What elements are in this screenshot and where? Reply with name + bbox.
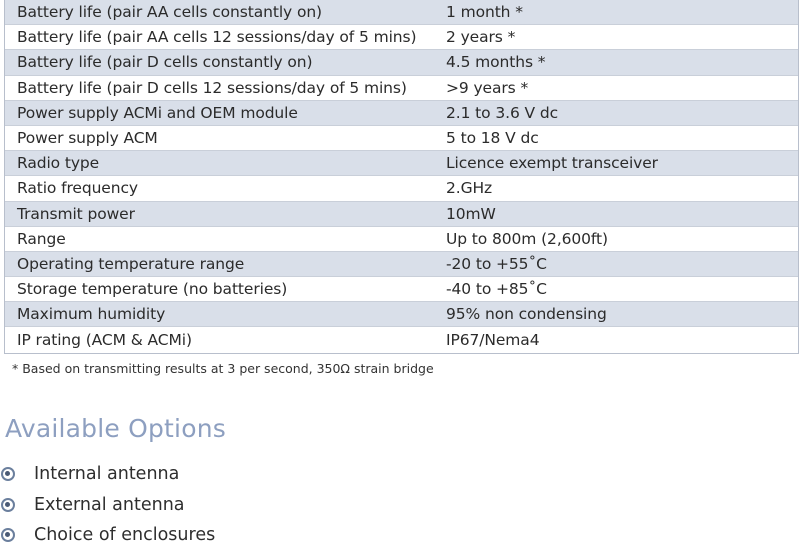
row-label: Operating temperature range — [17, 254, 245, 273]
table-row — [5, 101, 798, 126]
list-item — [0, 490, 400, 521]
row-value: -20 to +55˚C — [446, 254, 547, 273]
radio-bullet-icon — [1, 467, 15, 481]
table-row — [5, 277, 798, 302]
list-item — [0, 520, 400, 551]
options-list — [0, 459, 400, 551]
option-label: External antenna — [34, 494, 185, 515]
option-label: Internal antenna — [34, 464, 180, 485]
row-label: Storage temperature (no batteries) — [17, 280, 288, 299]
row-label: Battery life (pair D cells constantly on) — [17, 53, 313, 72]
row-label: Range — [17, 229, 66, 248]
table-row — [5, 252, 798, 277]
row-value: 5 to 18 V dc — [446, 129, 539, 148]
row-value: IP67/Nema4 — [446, 331, 540, 350]
table-row — [5, 0, 798, 25]
row-value: 2 years * — [446, 28, 516, 47]
options-heading: Available Options — [5, 414, 226, 443]
row-value: 4.5 months * — [446, 53, 546, 72]
table-row — [5, 126, 798, 151]
radio-bullet-icon — [1, 498, 15, 512]
footnote: * Based on transmitting results at 3 per second, 350Ω strain bridge — [12, 361, 434, 376]
list-item — [0, 459, 400, 490]
table-row — [5, 327, 798, 352]
table-row — [5, 76, 798, 101]
row-label: IP rating (ACM & ACMi) — [17, 331, 192, 350]
table-row — [5, 50, 798, 75]
spec-table — [4, 0, 799, 354]
table-row — [5, 302, 798, 327]
row-label: Maximum humidity — [17, 305, 166, 324]
row-label: Battery life (pair AA cells 12 sessions/day of 5 mins) — [17, 28, 417, 47]
row-label: Radio type — [17, 154, 100, 173]
table-row — [5, 25, 798, 50]
table-row — [5, 227, 798, 252]
row-value: Licence exempt transceiver — [446, 154, 658, 173]
row-label: Battery life (pair AA cells constantly on) — [17, 3, 322, 22]
row-value: 2.1 to 3.6 V dc — [446, 103, 559, 122]
radio-bullet-icon — [1, 528, 15, 542]
row-value: 95% non condensing — [446, 305, 607, 324]
row-label: Power supply ACM — [17, 129, 158, 148]
row-value: 2.GHz — [446, 179, 493, 198]
row-label: Ratio frequency — [17, 179, 138, 198]
row-label: Battery life (pair D cells 12 sessions/day of 5 mins) — [17, 78, 407, 97]
table-row — [5, 151, 798, 176]
table-row — [5, 202, 798, 227]
row-label: Transmit power — [17, 204, 135, 223]
table-row — [5, 176, 798, 201]
row-value: Up to 800m (2,600ft) — [446, 229, 608, 248]
row-value: -40 to +85˚C — [446, 280, 547, 299]
row-value: 10mW — [446, 204, 496, 223]
row-value: 1 month * — [446, 3, 523, 22]
row-value: >9 years * — [446, 78, 529, 97]
option-label: Choice of enclosures — [34, 525, 216, 546]
row-label: Power supply ACMi and OEM module — [17, 103, 298, 122]
